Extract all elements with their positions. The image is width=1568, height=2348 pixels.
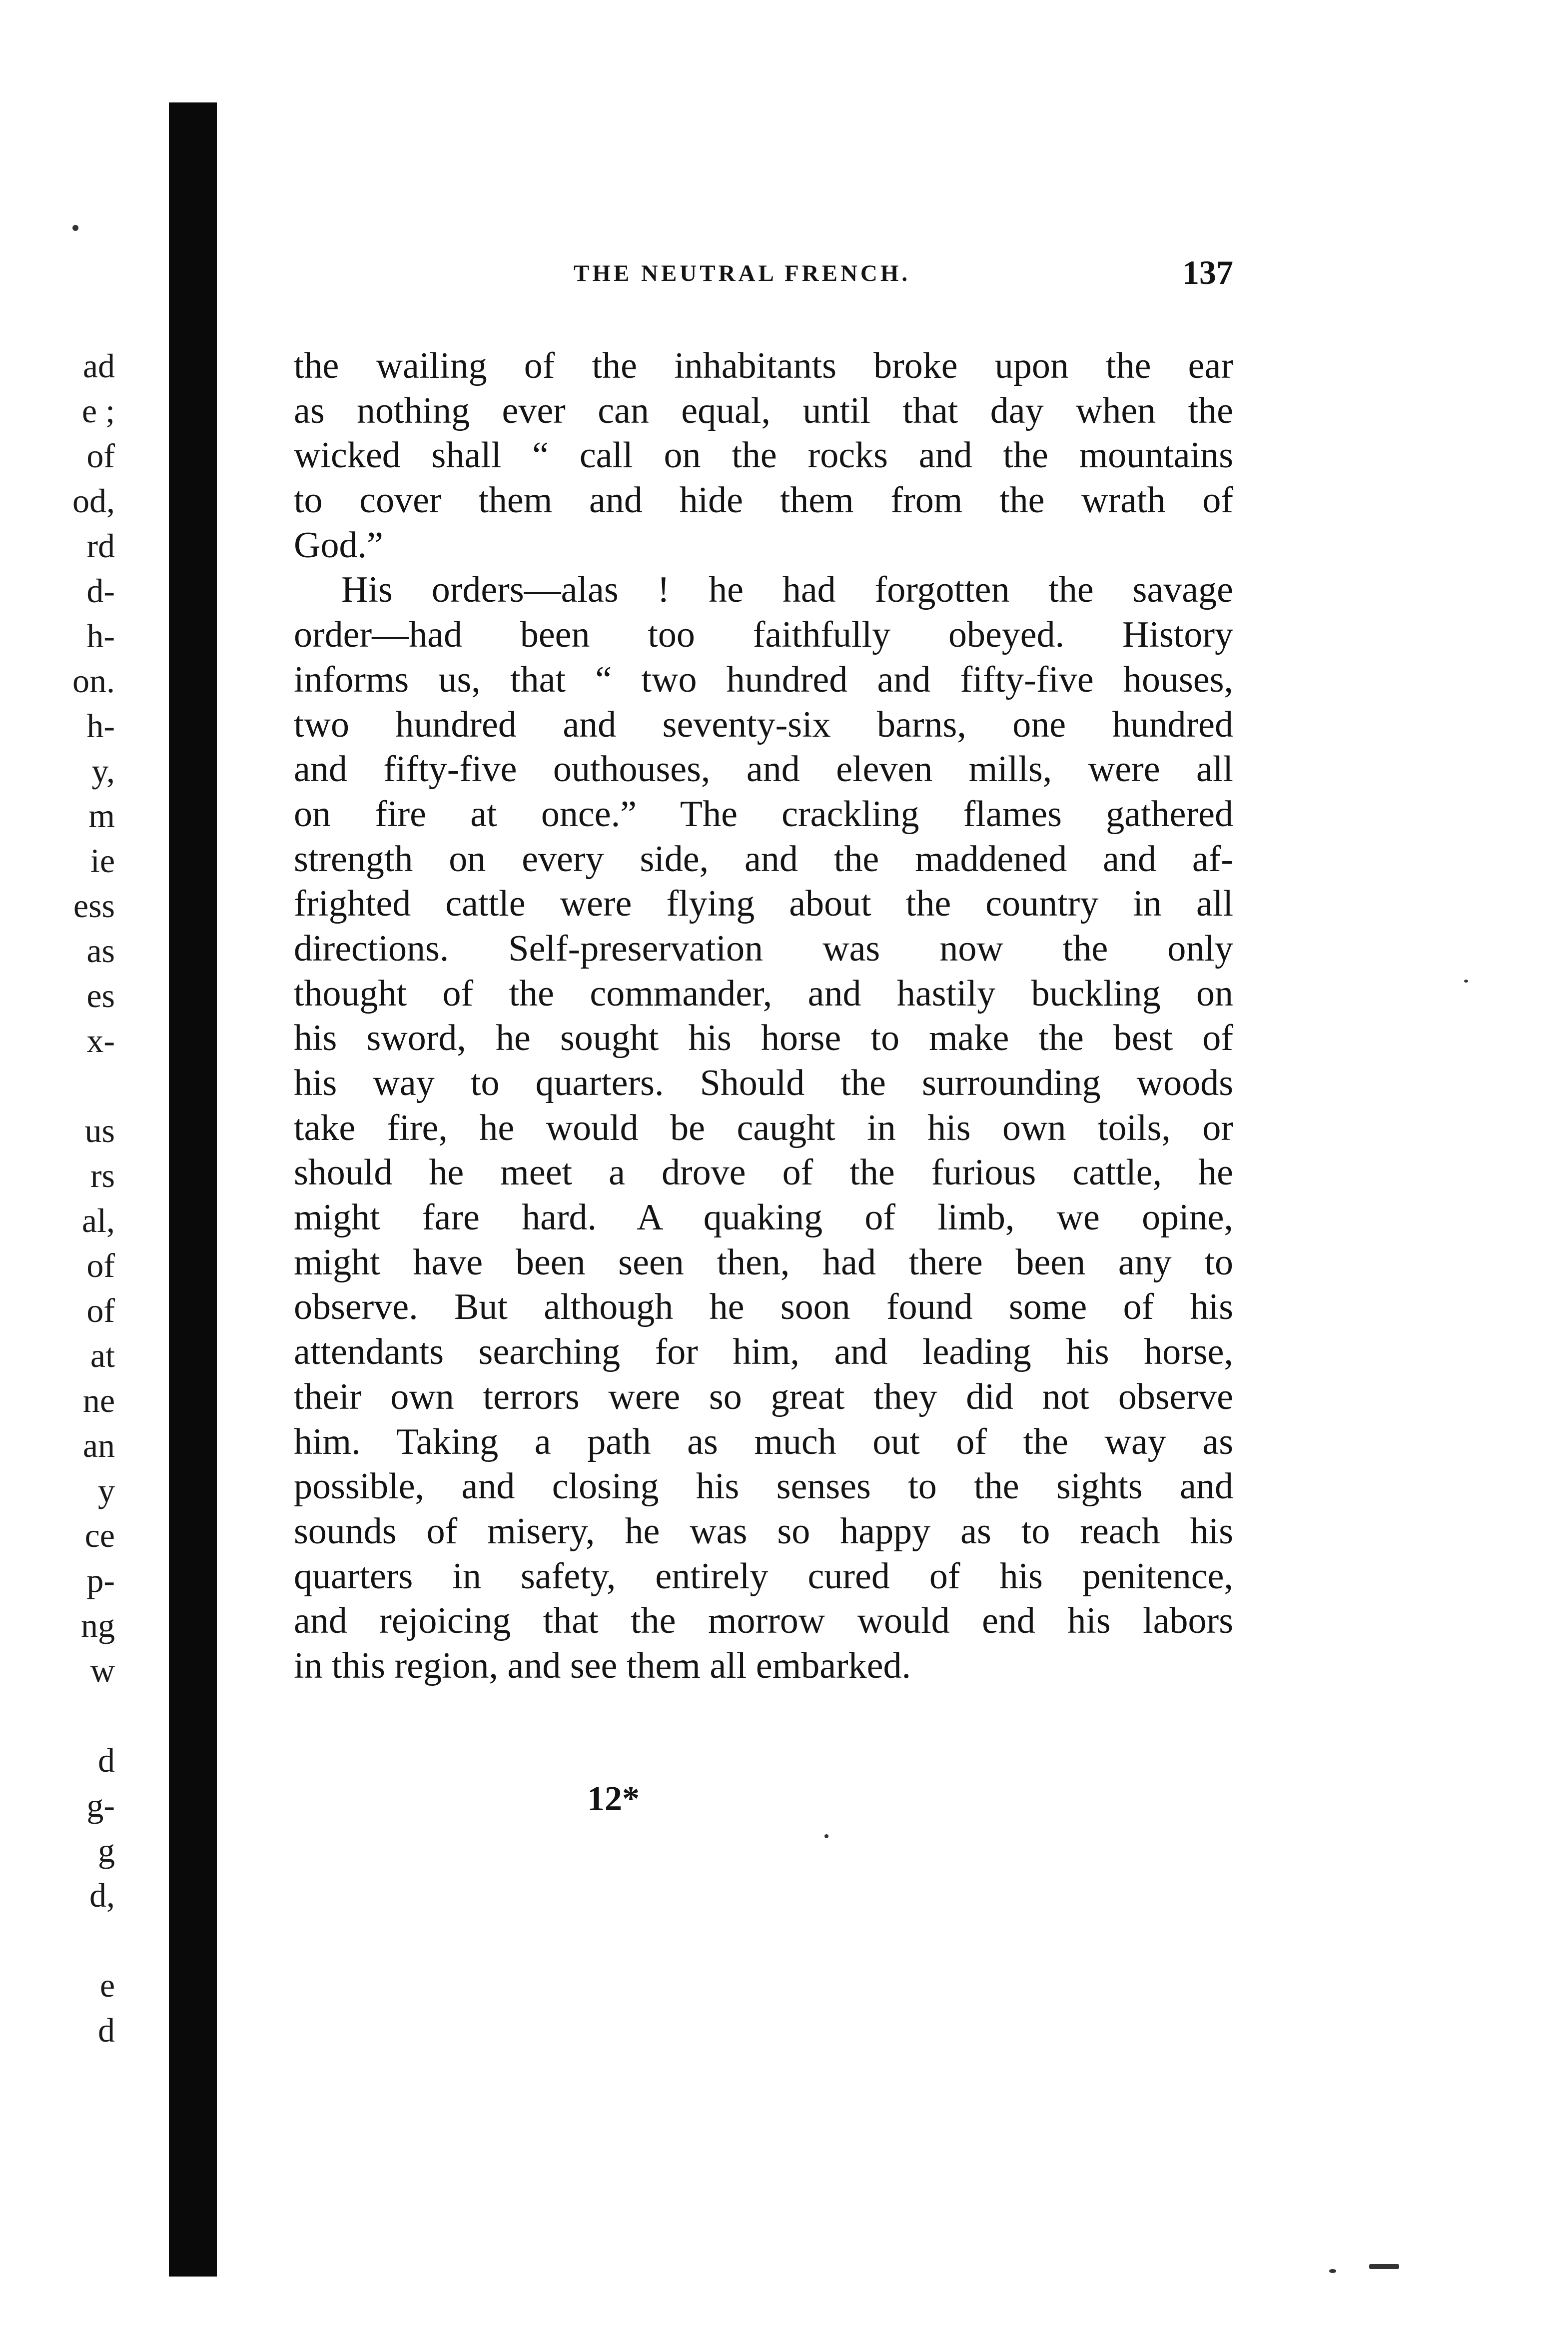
text-line: strength on every side, and the maddened and af-: [294, 838, 1233, 880]
facing-page-fragment: at: [90, 1336, 115, 1374]
text-line: might fare hard. A quaking of limb, we opine,: [294, 1197, 1233, 1238]
text-line: take fire, he would be caught in his own toils, or: [294, 1107, 1233, 1149]
facing-page-fragment: m: [88, 797, 115, 835]
body-text: [294, 344, 1233, 1689]
text-line: informs us, that “ two hundred and fifty-five houses,: [294, 659, 1233, 700]
facing-page-fragment: as: [86, 932, 115, 970]
text-line: observe. But although he soon found some of his: [294, 1286, 1233, 1328]
facing-page-fragment: rs: [90, 1157, 115, 1194]
facing-page-fragment: rd: [86, 527, 115, 565]
facing-page-fragment: ce: [84, 1516, 115, 1554]
facing-page-fragment: od,: [72, 482, 115, 520]
scan-speck: [72, 225, 78, 231]
scan-speck: [1369, 2264, 1399, 2269]
text-line: should he meet a drove of the furious cattle, he: [294, 1152, 1233, 1193]
facing-page-fragment: y,: [91, 752, 115, 790]
facing-page-fragment: ie: [90, 842, 115, 880]
facing-page-fragment: an: [82, 1426, 115, 1464]
text-line: quarters in safety, entirely cured of his penitence,: [294, 1555, 1233, 1597]
text-line: to cover them and hide them from the wrath of: [294, 480, 1233, 521]
text-line: might have been seen then, had there been any to: [294, 1241, 1233, 1283]
page-header: [294, 253, 1233, 300]
running-head: THE NEUTRAL FRENCH.: [574, 260, 911, 286]
text-line: two hundred and seventy-six barns, one hundred: [294, 704, 1233, 745]
facing-page-fragment: w: [90, 1651, 115, 1689]
facing-page-fragment: us: [84, 1112, 115, 1150]
text-line: their own terrors were so great they did not observe: [294, 1376, 1233, 1417]
text-line: order—had been too faithfully obeyed. History: [294, 614, 1233, 656]
facing-page-fragment: of: [86, 437, 115, 475]
facing-page-fragment: ng: [81, 1606, 115, 1644]
facing-page-fragment: e: [99, 1966, 115, 2004]
facing-page-fragment: e ;: [81, 392, 115, 430]
text-line: as nothing ever can equal, until that day when the: [294, 390, 1233, 431]
text-line: possible, and closing his senses to the sights and: [294, 1466, 1233, 1507]
text-line: attendants searching for him, and leading his horse,: [294, 1331, 1233, 1373]
text-line: wicked shall “ call on the rocks and the mountains: [294, 435, 1233, 476]
text-line: the wailing of the inhabitants broke upon the ear: [294, 345, 1233, 386]
facing-page-fragment: d-: [86, 572, 115, 610]
facing-page-fragment: on.: [72, 662, 115, 700]
facing-page-fragment: p-: [86, 1561, 115, 1599]
facing-page-fragment: d,: [89, 1876, 115, 1914]
text-line: and rejoicing that the morrow would end his labors: [294, 1600, 1233, 1642]
text-line: frighted cattle were flying about the country in all: [294, 883, 1233, 925]
facing-page-fragment: es: [86, 977, 115, 1015]
signature-mark: 12*: [587, 1780, 640, 1818]
text-line: on fire at once.” The crackling flames gathered: [294, 793, 1233, 835]
text-line: sounds of misery, he was so happy as to reach his: [294, 1510, 1233, 1552]
text-line: thought of the commander, and hastily buckling on: [294, 973, 1233, 1014]
facing-page-fragment: g-: [86, 1786, 115, 1824]
text-line: God.”: [294, 524, 383, 566]
facing-page-fragment: d: [98, 1741, 115, 1779]
scan-speck: [824, 1834, 828, 1838]
page-number: 137: [1182, 253, 1233, 291]
facing-page-fragment: h-: [86, 617, 115, 655]
facing-page-fragment: of: [86, 1291, 115, 1329]
text-line: and fifty-five outhouses, and eleven mills, were all: [294, 749, 1233, 790]
facing-page-fragment: g: [98, 1831, 115, 1869]
facing-page-fragment: x-: [86, 1022, 115, 1060]
facing-page-fragment: ad: [82, 347, 115, 385]
facing-page-fragment: ne: [82, 1381, 115, 1419]
text-line: His orders—alas ! he had forgotten the savage: [341, 569, 1233, 611]
facing-page-fragment: ess: [73, 887, 115, 925]
facing-page-fragment: of: [86, 1246, 115, 1284]
facing-page-fragment: h-: [86, 707, 115, 745]
facing-page-fragment: al,: [81, 1201, 115, 1239]
facing-page-fragments: [0, 0, 165, 2348]
scan-speck: [1464, 980, 1468, 983]
scan-speck: [1329, 2269, 1336, 2273]
facing-page-fragment: d: [98, 2011, 115, 2049]
facing-page-fragment: y: [98, 1471, 115, 1509]
text-line: in this region, and see them all embarked.: [294, 1645, 911, 1686]
text-line: him. Taking a path as much out of the way as: [294, 1421, 1233, 1462]
text-line: his way to quarters. Should the surrounding woods: [294, 1063, 1233, 1104]
gutter-shadow-bar: [169, 102, 217, 2277]
text-line: his sword, he sought his horse to make the best of: [294, 1018, 1233, 1059]
text-line: directions. Self-preservation was now the only: [294, 928, 1233, 969]
